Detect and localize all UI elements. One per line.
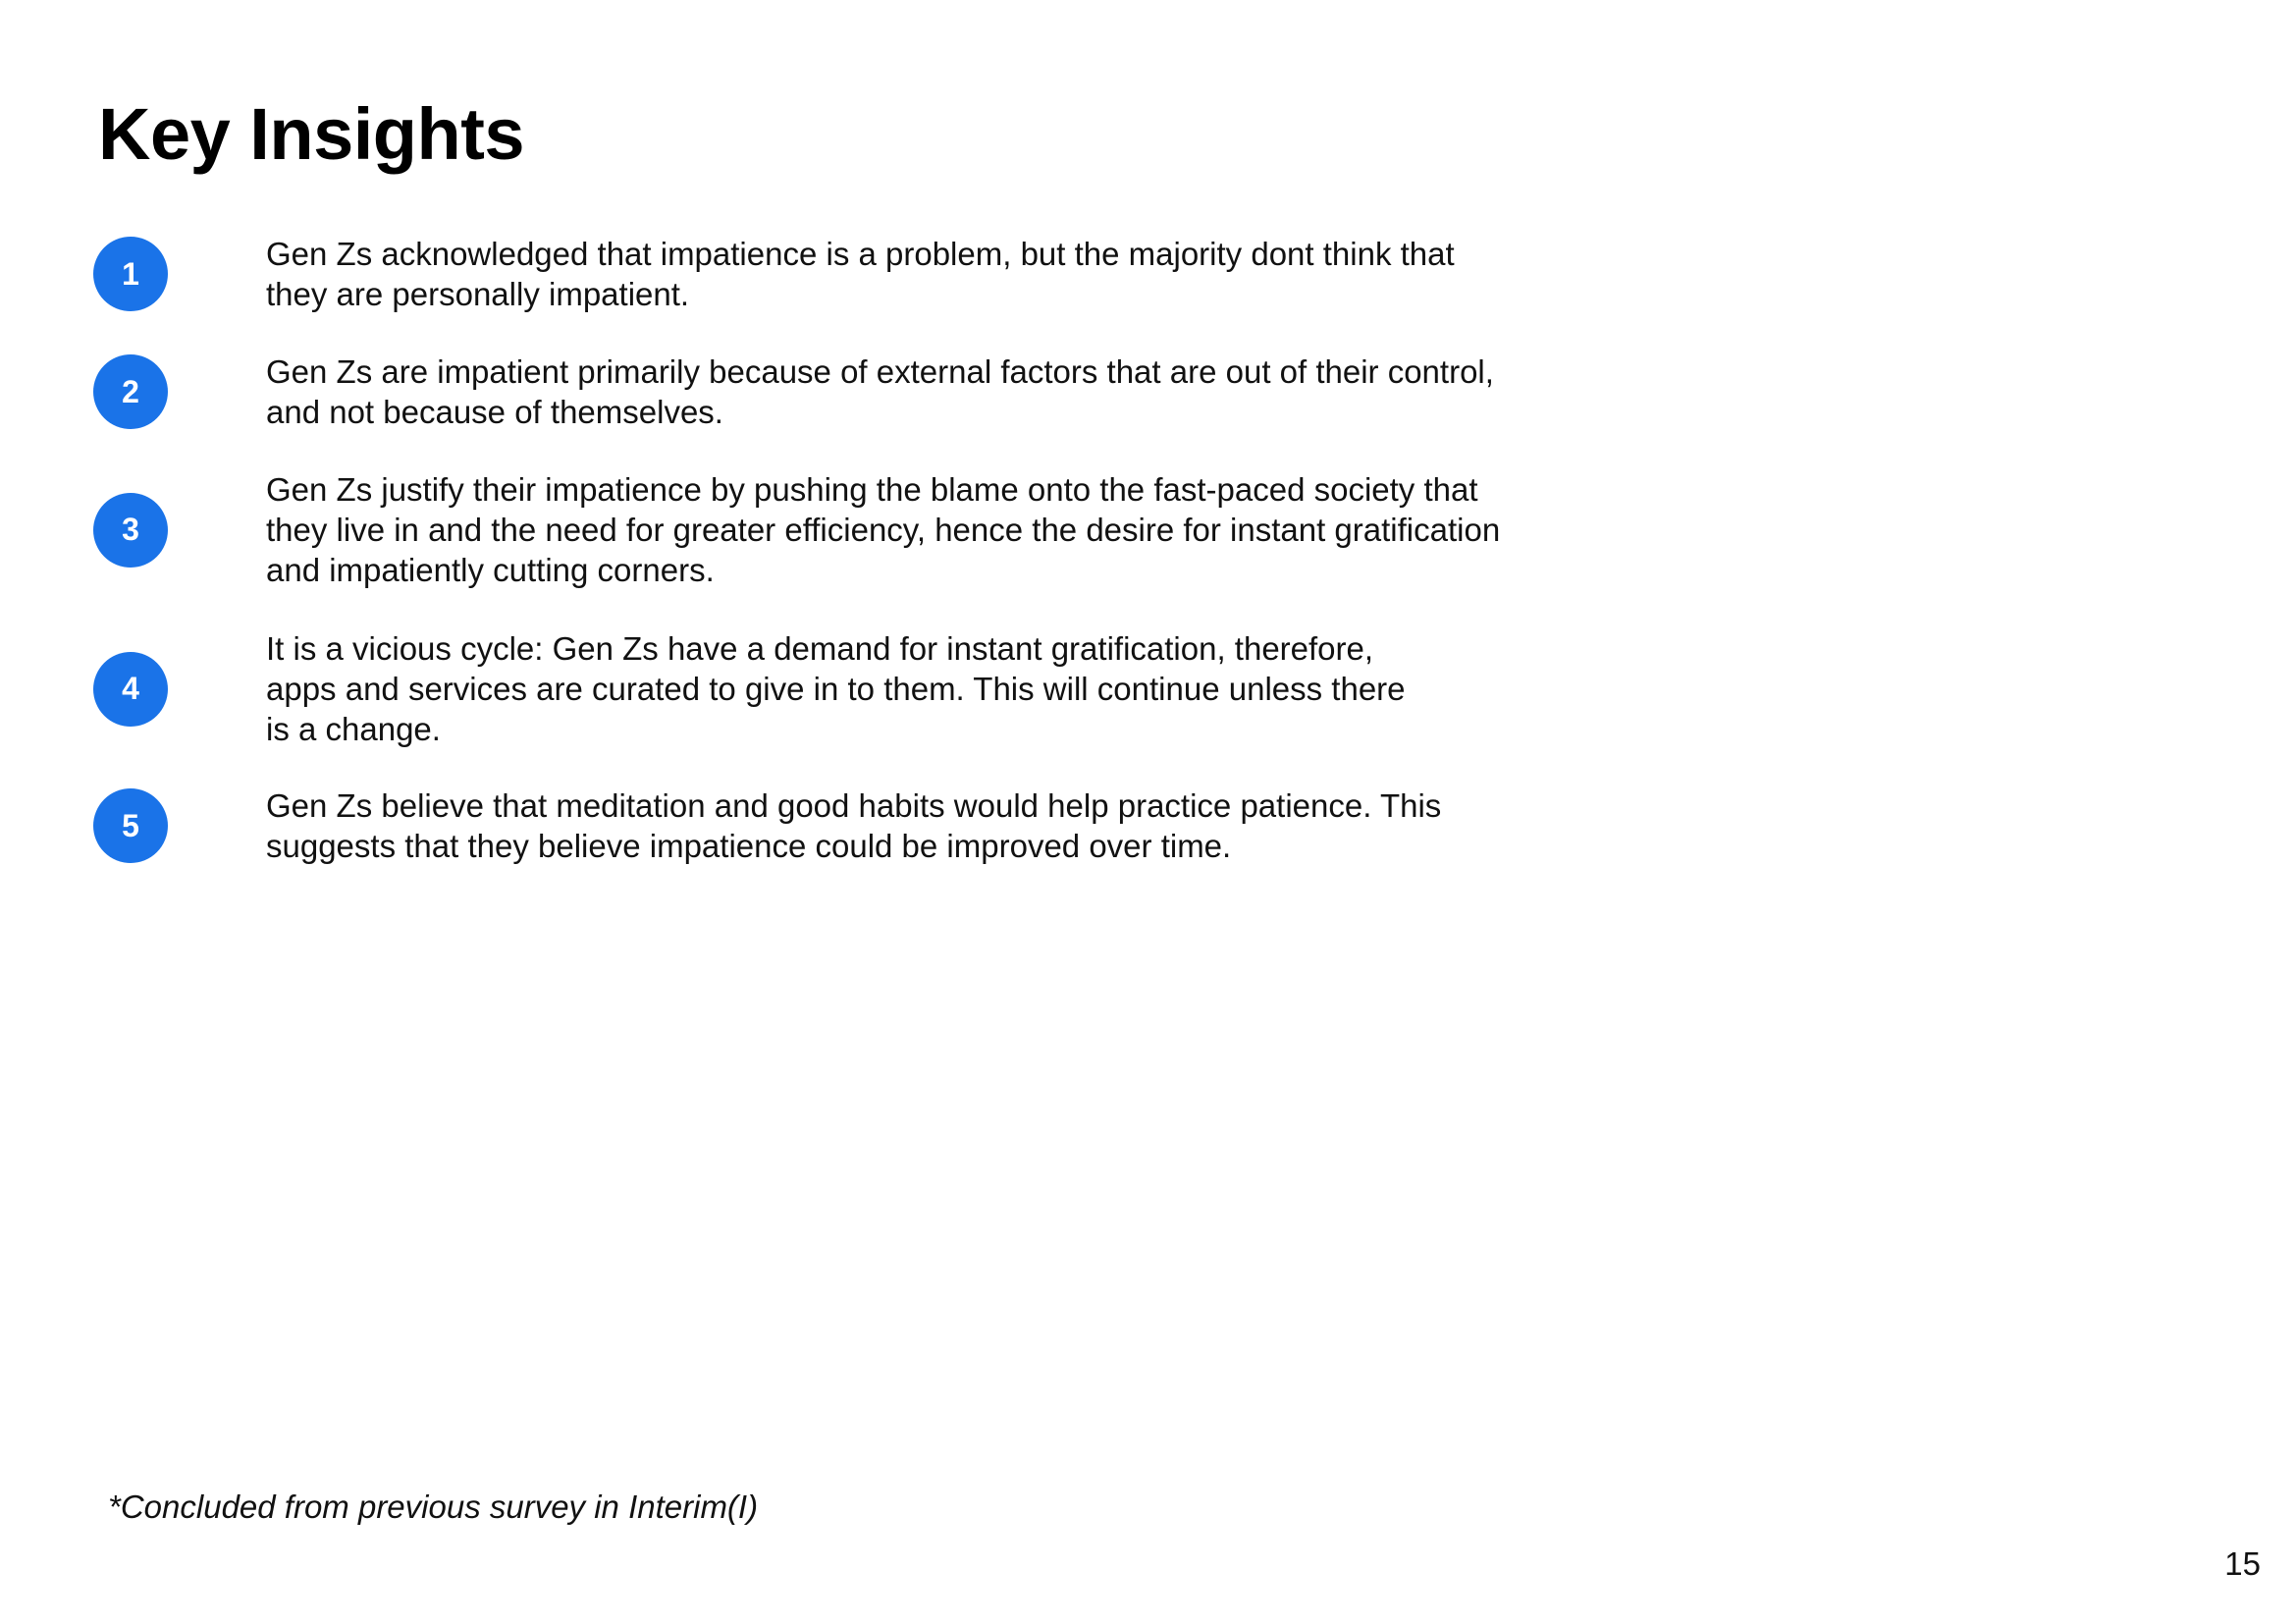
footnote: *Concluded from previous survey in Interim(I) bbox=[108, 1489, 759, 1525]
page-number: 15 bbox=[2224, 1545, 2261, 1582]
insight-text-4: It is a vicious cycle: Gen Zs have a demand for instant gratification, therefore, apps and services are curated to give in to them. This will continue unless there is a change. bbox=[266, 630, 1406, 747]
number-badge-4: 4 bbox=[93, 652, 168, 727]
number-badge-1: 1 bbox=[93, 237, 168, 311]
insight-text-3: Gen Zs justify their impatience by pushing the blame onto the fast-paced society that they live in and the need for greater efficiency, hence the desire for instant gratification and impatiently cutting corners. bbox=[266, 471, 1501, 588]
insight-item-5 bbox=[93, 785, 1566, 866]
insight-item-4 bbox=[93, 628, 1566, 749]
insight-item-3 bbox=[93, 469, 1566, 590]
number-badge-2: 2 bbox=[93, 354, 168, 429]
insight-text-1: Gen Zs acknowledged that impatience is a problem, but the majority dont think that they are personally impatient. bbox=[266, 236, 1455, 312]
insight-text-2: Gen Zs are impatient primarily because of external factors that are out of their control, and not because of themselves. bbox=[266, 353, 1494, 430]
number-badge-3: 3 bbox=[93, 493, 168, 568]
insight-item-1 bbox=[93, 234, 1566, 314]
insight-text-5: Gen Zs believe that meditation and good habits would help practice patience. This suggests that they believe impatience could be improved over time. bbox=[266, 787, 1442, 864]
page-title: Key Insights bbox=[98, 93, 524, 175]
insight-item-2 bbox=[93, 352, 1566, 432]
number-badge-5: 5 bbox=[93, 788, 168, 863]
